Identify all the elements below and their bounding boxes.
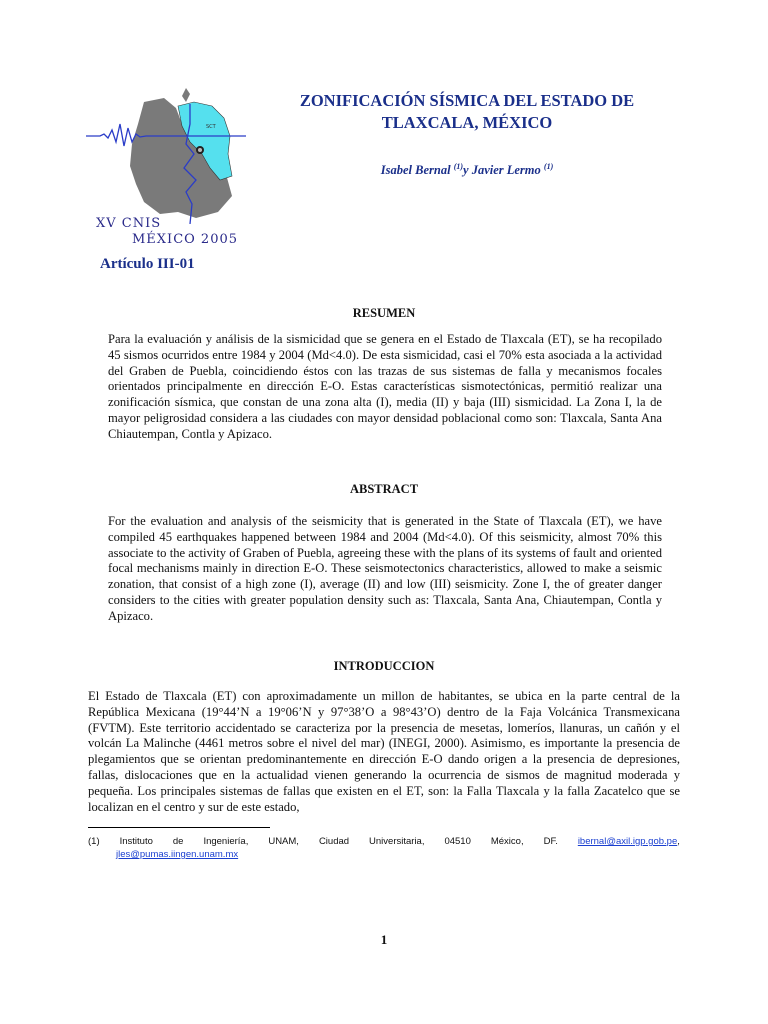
author-2: y Javier Lermo xyxy=(463,163,541,178)
map-label: SCT xyxy=(206,124,216,130)
abstract-heading: ABSTRACT xyxy=(349,482,419,496)
page-number: 1 xyxy=(380,932,388,947)
title-line-2: TLAXCALA, MÉXICO xyxy=(381,113,553,132)
title-line-1: ZONIFICACIÓN SÍSMICA DEL ESTADO DE xyxy=(299,91,635,110)
footnote-line-2 xyxy=(88,848,680,861)
author-1-affil: (1) xyxy=(453,162,464,171)
footnote xyxy=(88,835,680,861)
footnote-word: DF. xyxy=(543,836,558,847)
email-link-1[interactable]: ibernal@axil.igp.gob.pe xyxy=(577,836,678,847)
footnote-word: Ciudad xyxy=(318,836,350,847)
footnote-word: 04510 xyxy=(444,836,471,847)
abstract-text: For the evaluation and analysis of the seismicity that is generated in the State of Tlaxcala (ET), we have compiled 45 earthquakes happened between 1984 and 2004 (Md<4.0). Of this seismicity, almost 70% this associate to the activity of Graben of Puebla, agreeing these with the plans of its systems of fault and oriented focal mechanisms mainly in direction E-O. These seismotectonics characteristics, allowed to make a seismic zonation, that consist of a high zone (I), average (II) and low (III) seismicity. Zone I, the of greater danger considers to the cities with greater population density such as: Tlaxcala, Santa Ana, Chiautempan, Contla y Apizaco. xyxy=(108,514,662,623)
footnote-word: Universitaria, xyxy=(369,836,425,847)
resumen-text: Para la evaluación y análisis de la sismicidad que se genera en el Estado de Tlaxcala (ET), se ha recopilado 45 sismos ocurridos entre 1984 y 2004 (Md<4.0). De esta sismicidad, casi el 70% esta asociada a la actividad del Graben de Puebla, coincidiendo éstos con las trazas de sus sistemas de falla y mecanismos focales orientados principalmente en dirección E-O. Estas características sismotectónicas, permitió realizar una zonificación sísmica, que constan de una zona alta (I), media (II) y baja (III) sismicidad. La Zona I, la de mayor peligrosidad considera a las ciudades con mayor densidad poblacional como son: Tlaxcala, Santa Ana Chiautempan, Contla y Apizaco. xyxy=(108,332,662,441)
mexico-map-seismogram-icon xyxy=(86,84,246,224)
footnote-line-1 xyxy=(88,835,680,848)
footnote-word: México, xyxy=(490,836,524,847)
author-2-affil: (1) xyxy=(543,162,554,171)
logo-line2: MÉXICO 2005 xyxy=(132,232,239,247)
resumen-heading: RESUMEN xyxy=(352,306,416,320)
footnote-word: UNAM, xyxy=(268,836,299,847)
conference-logo xyxy=(86,84,246,254)
map-top-shape xyxy=(182,88,190,102)
logo-line1: XV CNIS xyxy=(96,216,162,231)
author-1: Isabel Bernal xyxy=(380,163,451,178)
introduccion-text: El Estado de Tlaxcala (ET) con aproximadamente un millon de habitantes, se ubica en la parte central de la República Mexicana (19°44’N a 19°06’N y 97°38’O a 98°43’O) dentro de la Faja Volcánica Transmexicana (FVTM). Este territorio accidentado se caracteriza por la presencia de mesetas, lomeríos, llanuras, un cañón y el volcán La Malinche (4461 metros sobre el nivel del mar) (INEGI, 2000). Asimismo, es importante la presencia de plegamientos que se orientan predominantemente en dirección E-O dando origen a la presencia de depresiones, fallas, dislocaciones que en la actualidad vienen generando la ocurrencia de sismos de magnitud moderada y pequeña. Los principales sistemas de fallas que existen en el ET, son: la Falla Tlaxcala y la falla Zacatelco que se localizan en el centro y sur de este estado, xyxy=(88,689,680,814)
article-label: Artículo III-01 xyxy=(100,256,195,272)
footnote-word: Ingeniería, xyxy=(203,836,249,847)
email-separator: , xyxy=(677,836,680,847)
email-link-2[interactable]: jles@pumas.iingen.unam.mx xyxy=(116,849,239,860)
authors xyxy=(262,162,672,178)
footnote-word: de xyxy=(172,836,184,847)
footnote-rule xyxy=(88,827,270,828)
introduccion-heading: INTRODUCCION xyxy=(333,659,435,673)
footnote-label: (1) xyxy=(88,836,100,847)
footnote-word: Instituto xyxy=(119,836,153,847)
paper-title xyxy=(262,90,672,134)
